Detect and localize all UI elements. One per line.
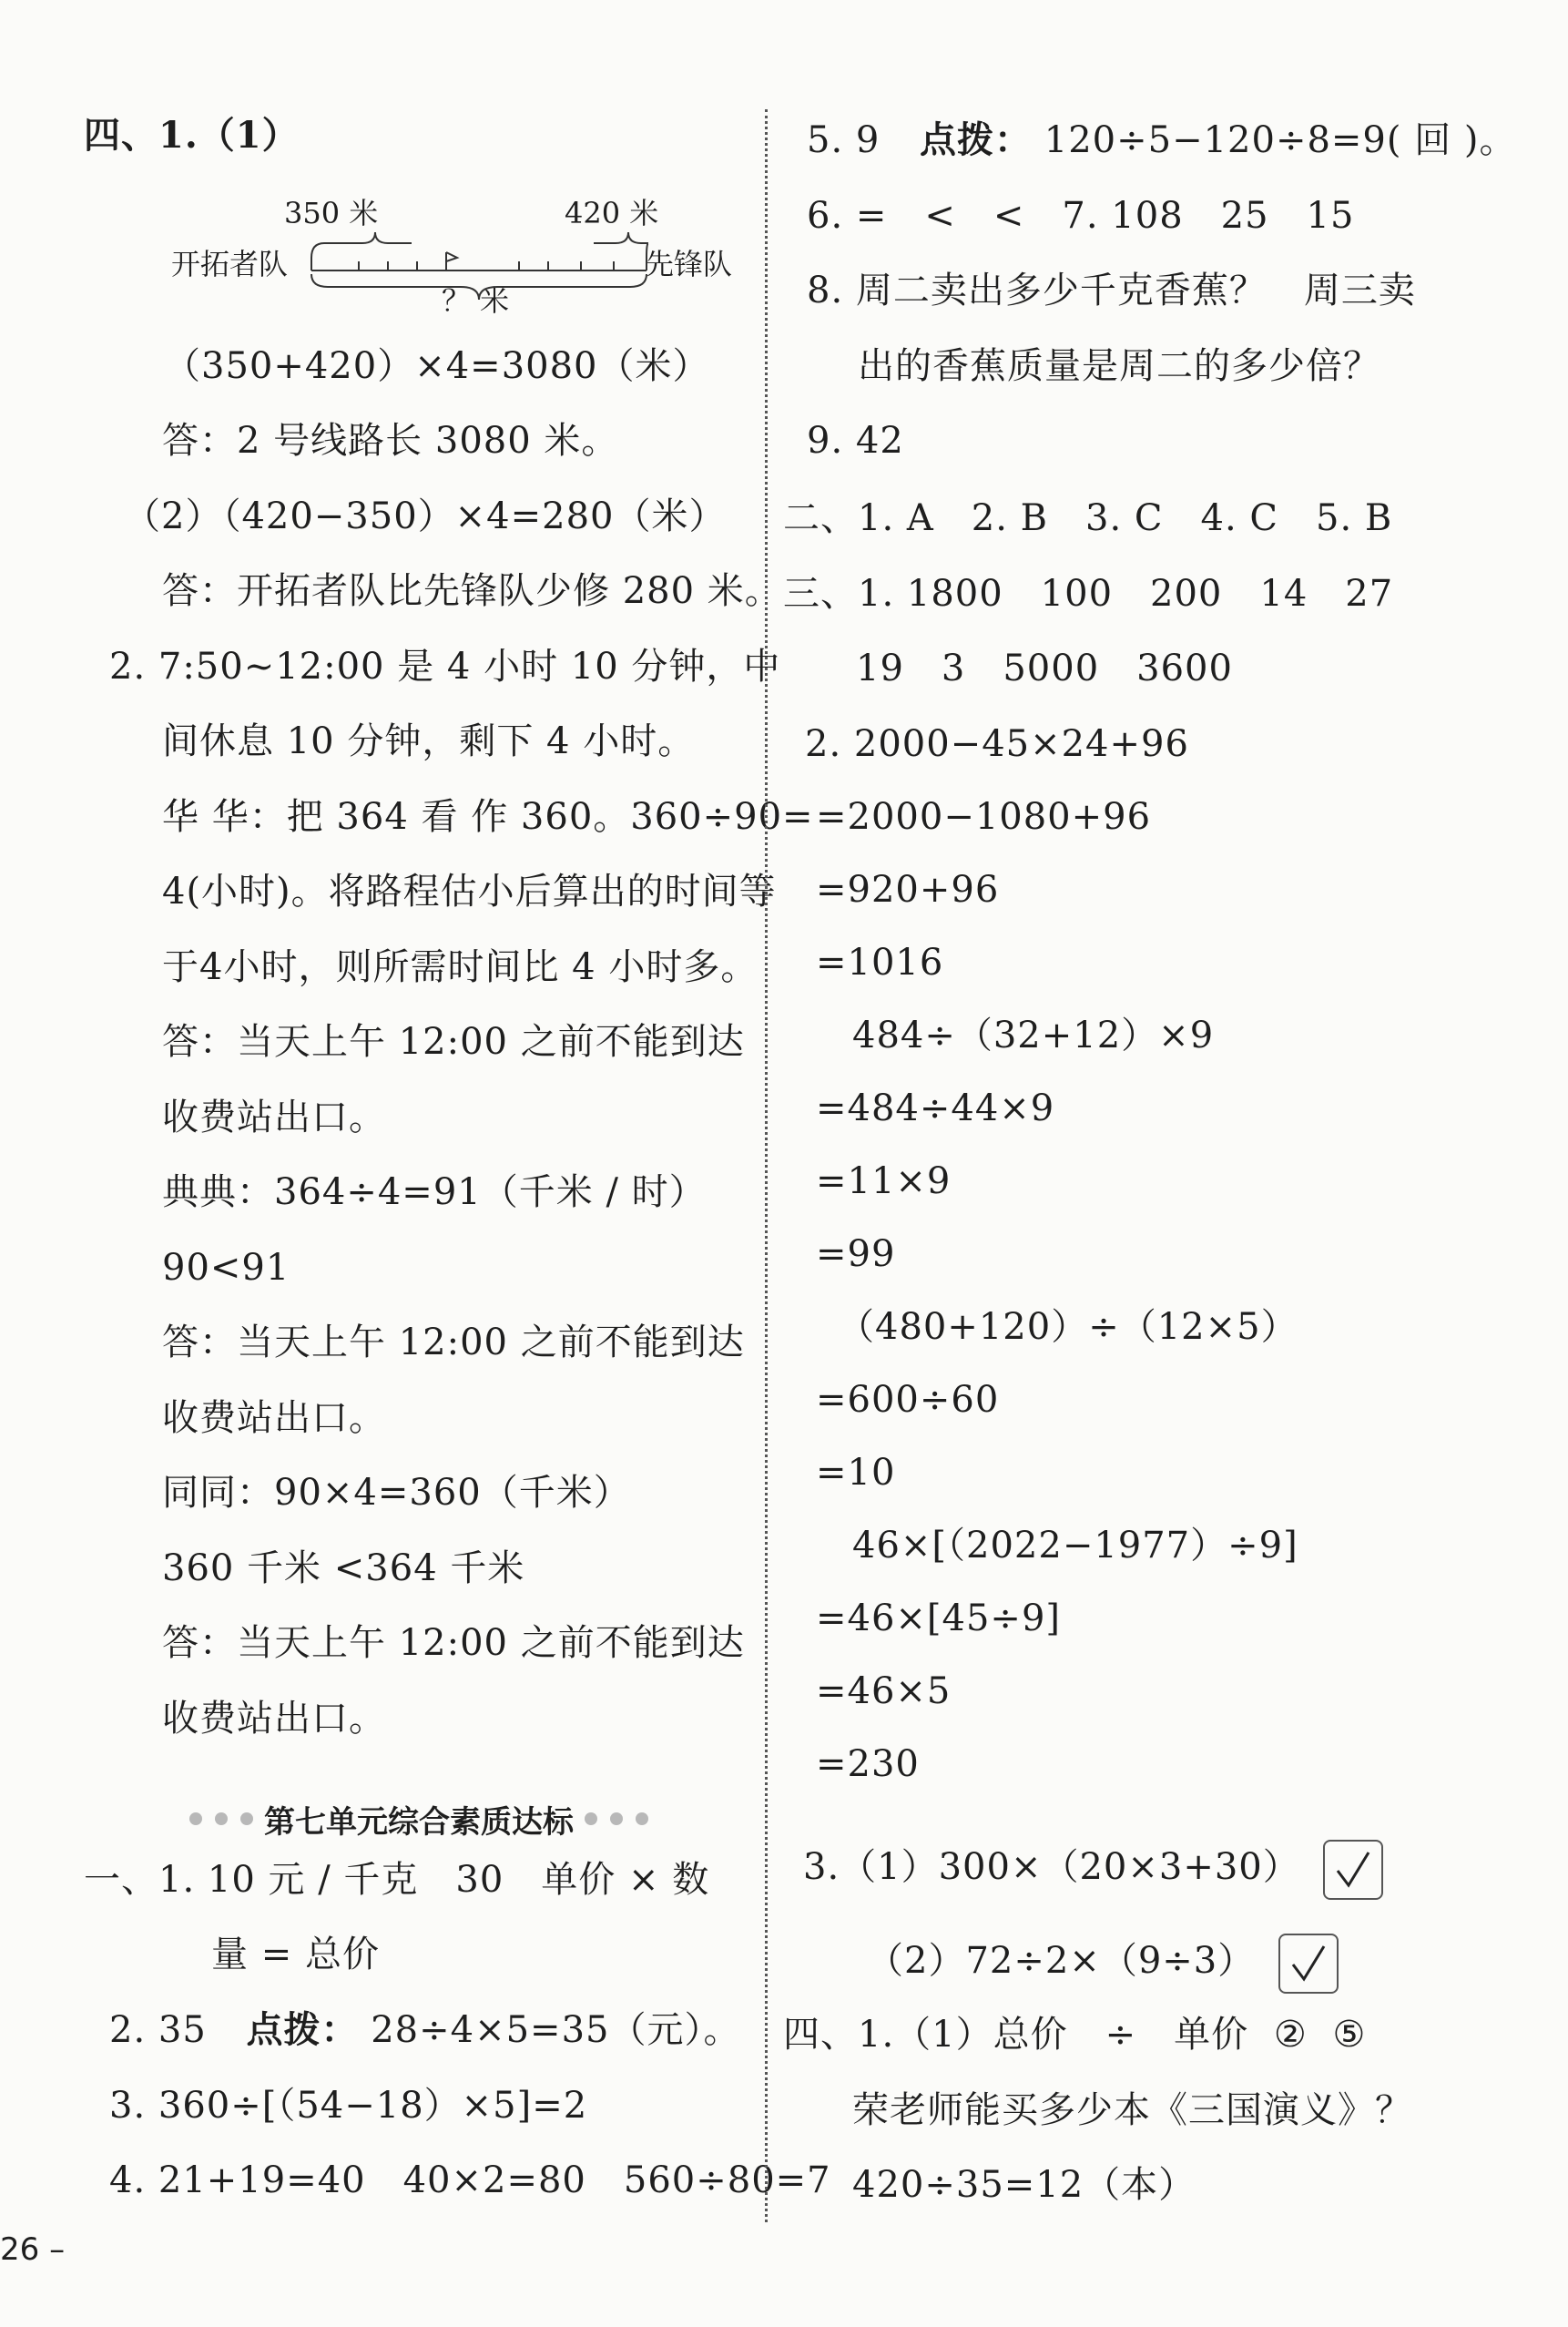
- checkmark-box: [1323, 1840, 1383, 1900]
- s1-q1-line-2: 量 = 总价: [211, 1934, 380, 1975]
- s3-q2-step-5: =600÷60: [816, 1379, 1000, 1421]
- right-dots: [585, 1812, 648, 1825]
- s3-q2-step-2: =920+96: [816, 869, 1000, 911]
- s3-q3-2: [867, 1934, 1339, 1994]
- s1-q4: 4. 21+19=40 40×2=80 560÷80=7: [109, 2159, 831, 2201]
- s1-q2: [109, 2008, 740, 2052]
- r-q9: 9. 42: [807, 420, 904, 462]
- q4-2-line-15: 收费站出口。: [162, 1698, 386, 1740]
- q4-2-line-14: 答：当天上午 12:00 之前不能到达: [162, 1622, 745, 1664]
- s1-q3: 3. 360÷[（54−18）×5]=2: [109, 2085, 588, 2127]
- q4-1-2-answer: 答：开拓者队比先锋队少修 280 米。: [162, 570, 782, 612]
- s3-q3-1-expr: 3.（1）300×（20×3+30）: [803, 1846, 1300, 1888]
- s3-q2-result-3: =10: [816, 1452, 896, 1494]
- q4-1-1-equation: （350+420）×4=3080（米）: [164, 345, 710, 387]
- total-length-label: ？ 米: [442, 283, 510, 318]
- s4-q1-equation: 420÷35=12（本）: [852, 2164, 1196, 2206]
- q4-1-1-heading: 四、1.（1）: [84, 114, 300, 157]
- circled-two: ②: [1273, 2014, 1308, 2056]
- s3-q2-step-3: =484÷44×9: [816, 1087, 1055, 1129]
- q4-2-line-8: 典典：364÷4=91（千米 / 时）: [162, 1171, 707, 1213]
- s3-q1-line-2: 19 3 5000 3600: [856, 648, 1233, 689]
- section-title-text: 第七单元综合素质达标: [264, 1803, 574, 1841]
- s4-q1-1: [783, 2013, 1366, 2057]
- r-q8-line-1: 8. 周二卖出多少千克香蕉？ 周三卖: [807, 270, 1416, 311]
- s3-q2-expr-2: 484÷（32+12）×9: [852, 1015, 1215, 1056]
- q4-2-line-11: 收费站出口。: [162, 1397, 386, 1439]
- hint-label: 点拨：: [920, 119, 1033, 161]
- segment-right-length: 420 米: [565, 196, 659, 230]
- right-column: [783, 0, 1568, 2327]
- s3-q2-step-1: =2000−1080+96: [816, 796, 1152, 838]
- section-title: [164, 1796, 674, 1842]
- q4-2-line-9: 90<91: [162, 1247, 290, 1289]
- r-q5-answer: 5. 9: [807, 119, 881, 161]
- line-segment-diagram: [173, 187, 756, 323]
- checkmark-box: [1278, 1934, 1339, 1994]
- q4-1-1-answer: 答：2 号线路长 3080 米。: [162, 420, 619, 462]
- q4-2-line-3: 华 华：把 364 看 作 360。360÷90=: [162, 796, 814, 838]
- s3-q3-1: [803, 1840, 1383, 1900]
- s3-q2-expr-1: 2. 2000−45×24+96: [805, 723, 1189, 765]
- s1-q1-line-1: 一、1. 10 元 / 千克 30 单价 × 数: [84, 1859, 710, 1901]
- s3-q2-step-6: =46×[45÷9]: [816, 1597, 1062, 1639]
- q4-2-line-1: 2. 7:50~12:00 是 4 小时 10 分钟，中: [109, 646, 781, 688]
- q4-2-line-13: 360 千米 <364 千米: [162, 1547, 525, 1589]
- checkmark-icon: [1289, 1944, 1328, 1983]
- s1-q2-hint: 28÷4×5=35（元）。: [371, 2009, 741, 2051]
- s3-q3-2-expr: （2）72÷2×（9÷3）: [867, 1940, 1256, 1982]
- s3-q2-expr-3: （480+120）÷（12×5）: [838, 1306, 1298, 1348]
- q4-1-2-equation: （2）（420−350）×4=280（米）: [124, 495, 727, 537]
- checkmark-icon: [1334, 1851, 1372, 1889]
- team-right-label: 先锋队: [645, 247, 733, 281]
- r-q6-q7: 6. = < < 7. 108 25 15: [807, 195, 1355, 237]
- page-number: 26 –: [0, 2231, 66, 2268]
- s1-q2-answer: 2. 35: [109, 2009, 207, 2051]
- s4-q1-question: 荣老师能买多少本《三国演义》？: [852, 2089, 1412, 2131]
- segment-left-length: 350 米: [284, 196, 379, 230]
- hint-label: 点拨：: [246, 2009, 359, 2051]
- s3-q2-result-4: =230: [816, 1743, 920, 1785]
- s4-q1-1-text: 四、1.（1）总价 ÷ 单价: [783, 2014, 1249, 2056]
- left-dots: [189, 1812, 253, 1825]
- segment-lines: [173, 187, 756, 323]
- column-divider: [765, 109, 768, 2222]
- r-q5: [807, 118, 1517, 162]
- s3-q2-step-4: =11×9: [816, 1160, 952, 1202]
- circled-five: ⑤: [1332, 2014, 1367, 2056]
- q4-2-line-12: 同同：90×4=360（千米）: [162, 1472, 631, 1514]
- q4-2-line-6: 答：当天上午 12:00 之前不能到达: [162, 1021, 745, 1063]
- s3-q2-expr-4: 46×[（2022−1977）÷9]: [852, 1525, 1298, 1567]
- r-q8-line-2: 出的香蕉质量是周二的多少倍？: [858, 345, 1380, 387]
- s3-q2-result-1: =1016: [816, 942, 944, 984]
- q4-2-line-5: 于4小时，则所需时间比 4 小时多。: [162, 946, 759, 988]
- s3-q1-line-1: 三、1. 1800 100 200 14 27: [783, 573, 1394, 615]
- q4-2-line-2: 间休息 10 分钟，剩下 4 小时。: [162, 720, 696, 762]
- q4-2-line-7: 收费站出口。: [162, 1097, 386, 1138]
- s3-q2-step-7: =46×5: [816, 1670, 952, 1712]
- s3-q2-result-2: =99: [816, 1233, 896, 1275]
- r-q5-hint: 120÷5−120÷8=9( 回 )。: [1044, 119, 1517, 161]
- q4-2-line-4: 4(小时)。将路程估小后算出的时间等: [162, 871, 777, 913]
- s2-answers: 二、1. A 2. B 3. C 4. C 5. B: [783, 497, 1393, 539]
- q4-2-line-10: 答：当天上午 12:00 之前不能到达: [162, 1322, 745, 1363]
- team-left-label: 开拓者队: [171, 247, 289, 281]
